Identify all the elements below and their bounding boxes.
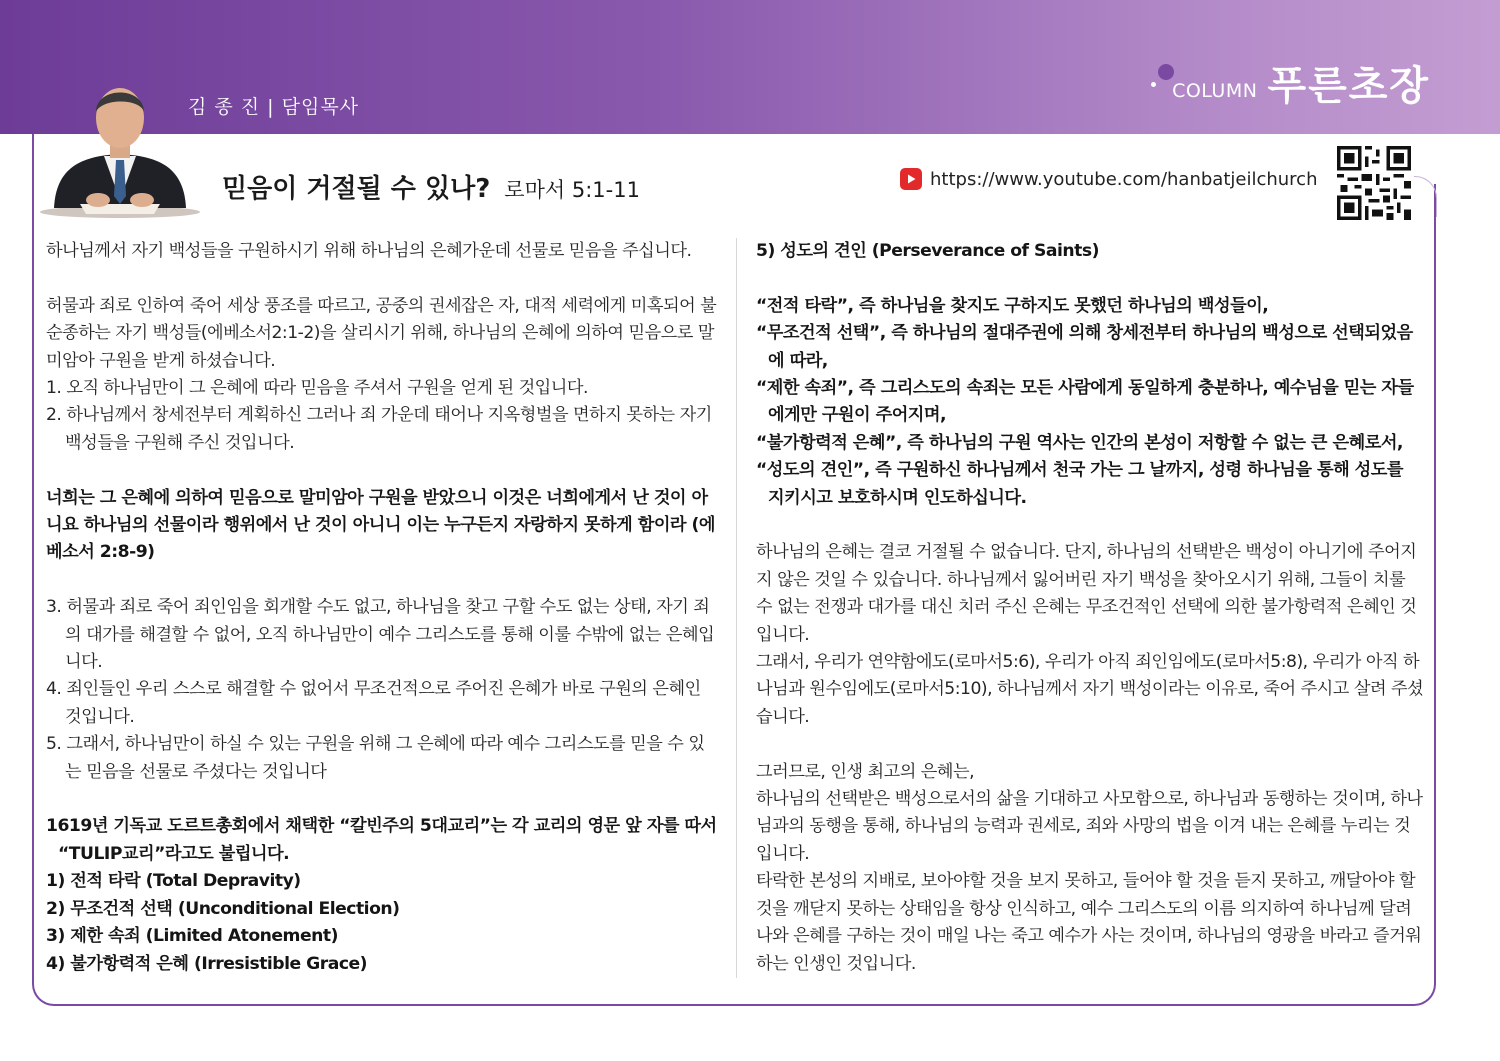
list-item: 3. 허물과 죄로 죽어 죄인임을 회개할 수도 없고, 하나님을 찾고 구할 수도 없는 상태, 자기 죄의 대가를 해결할 수 없어, 오직 하나님만이 예수 그리스도를 통해 이룰 수밖에 없는 은혜입니다. — [46, 597, 715, 673]
definition-item: “제한 속죄”, 즉 그리스도의 속죄는 모든 사람에게 동일하게 충분하나, 예수님을 믿는 자들에게만 구원이 주어지며, — [756, 378, 1414, 426]
tulip-item: 5) 성도의 견인 (Perseverance of Saints) — [756, 241, 1099, 261]
paragraph: 하나님의 선택받은 백성으로서의 삶을 기대하고 사모함으로, 하나님과 동행하는 것이며, 하나님과의 동행을 통해, 하나님의 능력과 권세로, 죄와 사망의 법을 이겨 내는 은혜를 누리는 것입니다. — [756, 789, 1423, 864]
list-item: 4. 죄인들인 우리 스스로 해결할 수 없어서 무조건적으로 주어진 은혜가 바로 구원의 은혜인 것입니다. — [46, 679, 701, 727]
list-item: 5. 그래서, 하나님만이 하실 수 있는 구원을 위해 그 은혜에 따라 예수 그리스도를 믿을 수 있는 믿음을 선물로 주셨다는 것입니다 — [46, 734, 705, 782]
column-name: 푸른초장 — [1267, 63, 1430, 109]
right-column — [756, 238, 1424, 978]
column-label: COLUMN — [1172, 80, 1258, 102]
brand-dot-icon — [1158, 64, 1174, 80]
list-item: 2. 하나님께서 창세전부터 계획하신 그러나 죄 가운데 태어나 지옥형벌을 면하지 못하는 자기 백성들을 구원해 주신 것입니다. — [46, 405, 712, 453]
youtube-url[interactable]: https://www.youtube.com/hanbatjeilchurch — [930, 168, 1318, 190]
tulip-intro: 1619년 기독교 도르트총회에서 채택한 “칼빈주의 5대교리”는 각 교리의 영문 앞 자를 따서 “TULIP교리”라고도 불립니다. — [46, 816, 717, 864]
paragraph: 하나님의 은혜는 결코 거절될 수 없습니다. 단지, 하나님의 선택받은 백성이 아니기에 주어지지 않은 것일 수 있습니다. 하나님께서 잃어버린 자기 백성을 찾아오시기 위해, 그들이 치룰 수 없는 전쟁과 대가를 대신 치러 주신 은혜는 무조건적인 선택에 의한 불가항력적 은혜인 것입니다. — [756, 542, 1417, 645]
author-label: 김 종 진 | 담임목사 — [188, 96, 360, 118]
paragraph: 그러므로, 인생 최고의 은혜는, — [756, 761, 975, 782]
column-divider — [736, 238, 737, 978]
definition-item: “불가항력적 은혜”, 즉 하나님의 구원 역사는 인간의 본성이 저항할 수 없는 큰 은혜로서, — [756, 432, 1403, 453]
tulip-item: 2) 무조건적 선택 (Unconditional Election) — [46, 898, 400, 919]
definition-item: “무조건적 선택”, 즉 하나님의 절대주권에 의해 창세전부터 하나님의 백성으로 선택되었음에 따라, — [756, 323, 1413, 371]
scripture-quote: 너희는 그 은혜에 의하여 믿음으로 말미암아 구원을 받았으니 이것은 너희에게서 난 것이 아니요 하나님의 선물이라 행위에서 난 것이 아니니 이는 누구든지 자랑하지 못하게 함이라 (에베소서 2:8-9) — [46, 487, 715, 563]
tulip-item: 3) 제한 속죄 (Limited Atonement) — [46, 926, 338, 947]
tulip-item: 1) 전적 타락 (Total Depravity) — [46, 871, 301, 892]
paragraph: 그래서, 우리가 연약함에도(로마서5:6), 우리가 아직 죄인임에도(로마서5:8), 우리가 아직 하나님과 원수임에도(로마서5:10), 하나님께서 자기 백성이라는 이유로, 죽어 주시고 살려 주셨습니다. — [756, 652, 1424, 727]
intro-paragraph: 하나님께서 자기 백성들을 구원하시기 위해 하나님의 은혜가운데 선물로 믿음을 주십니다. — [46, 241, 692, 261]
definition-item: “전적 타락”, 즉 하나님을 찾지도 구하지도 못했던 하나님의 백성들이, — [756, 295, 1269, 316]
column-brand — [1172, 64, 1430, 108]
paragraph: 타락한 본성의 지배로, 보아야할 것을 보지 못하고, 들어야 할 것을 듣지 못하고, 깨달아야 할 것을 깨닫지 못하는 상태임을 항상 인식하고, 예수 그리스도의 이름 의지하여 하나님께 달려 나와 은혜를 구하는 것이 매일 나는 죽고 예수가 사는 것이며, 하나님의 영광을 바라고 즐거워하는 인생인 것입니다. — [756, 871, 1422, 974]
definition-item: “성도의 견인”, 즉 구원하신 하나님께서 천국 가는 그 날까지, 성령 하나님을 통해 성도를 지키시고 보호하시며 인도하십니다. — [756, 460, 1403, 508]
list-item: 1. 오직 하나님만이 그 은혜에 따라 믿음을 주셔서 구원을 얻게 된 것입니다. — [46, 378, 588, 399]
paragraph: 허물과 죄로 인하여 죽어 세상 풍조를 따르고, 공중의 권세잡은 자, 대적 세력에게 미혹되어 불순종하는 자기 백성들(에베소서2:1-2)을 살리시기 위해, 하나님의 은혜에 의하여 믿음으로 말미암아 구원을 받게 하셨습니다. — [46, 295, 717, 371]
left-column — [46, 238, 718, 978]
frame-gap — [1420, 134, 1440, 184]
tulip-item: 4) 불가항력적 은혜 (Irresistible Grace) — [46, 953, 368, 974]
scripture-reference: 로마서 5:1-11 — [504, 178, 640, 202]
sermon-title: 믿음이 거절될 수 있나? — [222, 174, 491, 204]
